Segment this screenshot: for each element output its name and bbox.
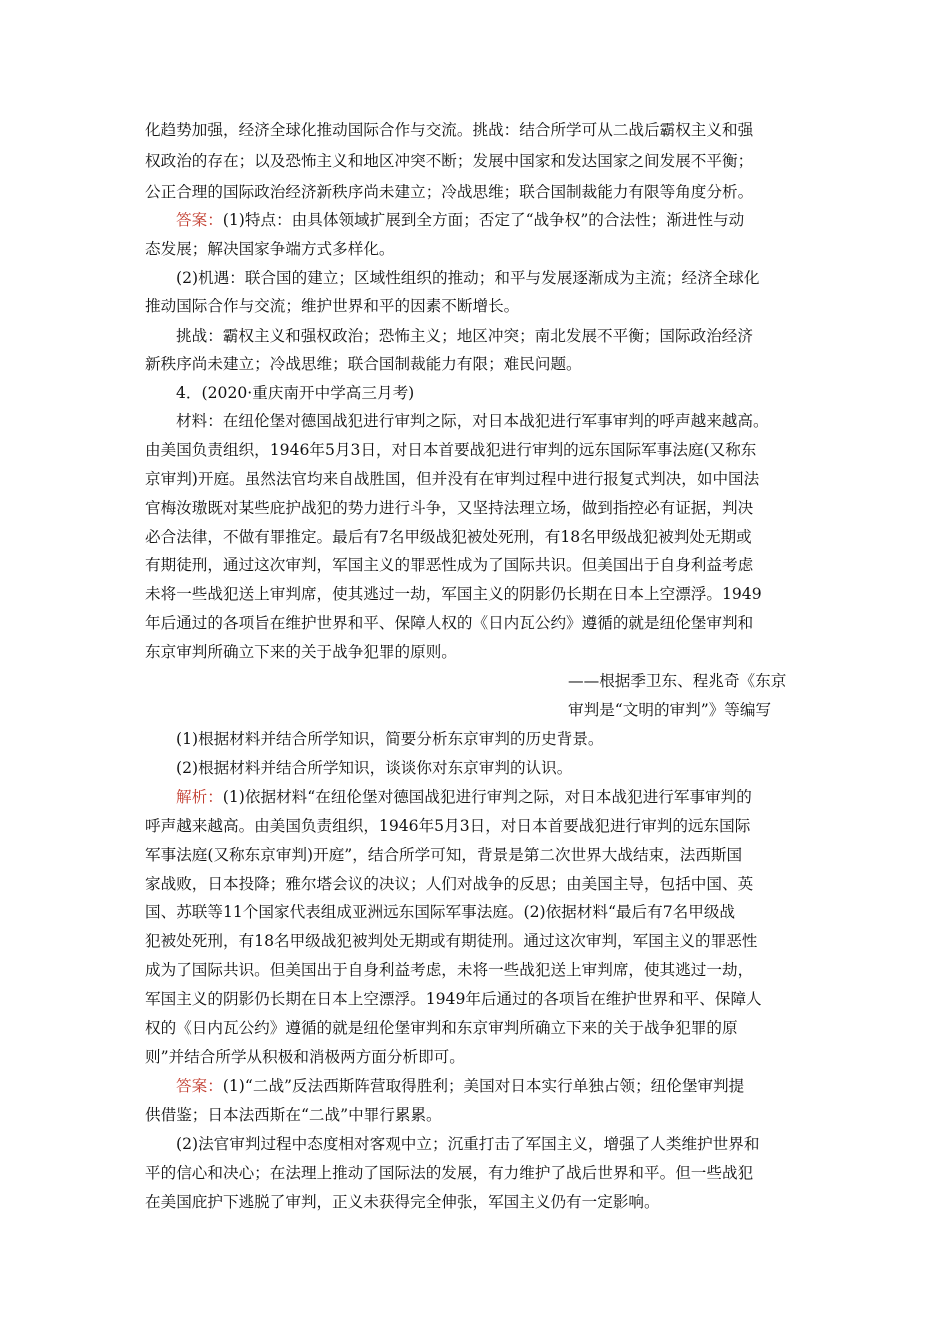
material-line: 由美国负责组织，1946年5月3日，对日本首要战犯进行审判的远东国际军事法庭(又称东: [145, 441, 757, 459]
analysis-line: 成为了国际共识。但美国出于自身利益考虑，未将一些战犯送上审判席，使其逃过一劫，: [145, 961, 754, 979]
answer-label: 答案：: [176, 211, 223, 229]
question-line: (1)根据材料并结合所学知识，简要分析东京审判的历史背景。: [176, 730, 604, 748]
material-line: 必合法律，不做有罪推定。最后有7名甲级战犯被处死刑，有18名甲级战犯被判处无期或: [145, 528, 752, 546]
question-line: (2)根据材料并结合所学知识，谈谈你对东京审判的认识。: [176, 759, 573, 777]
analysis-line: 家战败，日本投降；雅尔塔会议的决议；人们对战争的反思；由美国主导，包括中国、英: [145, 875, 754, 893]
material-line: 官梅汝璈既对某些庇护战犯的势力进行斗争，又坚持法理立场，做到指控必有证据，判决: [145, 499, 754, 517]
answer-line: 挑战：霸权主义和强权政治；恐怖主义；地区冲突；南北发展不平衡；国际政治经济: [176, 327, 753, 345]
analysis-line: 权的《日内瓦公约》遵循的就是纽伦堡审判和东京审判所确立下来的关于战争犯罪的原: [145, 1019, 738, 1037]
answer-line: 平的信心和决心；在法理上推动了国际法的发展，有力维护了战后世界和平。但一些战犯: [145, 1164, 754, 1182]
material-line: 东京审判所确立下来的关于战争犯罪的原则。: [145, 643, 457, 661]
analysis-line: 呼声越来越高。由美国负责组织，1946年5月3日，对日本首要战犯进行审判的远东国际: [145, 817, 751, 835]
answer-line: (2)机遇：联合国的建立；区域性组织的推动；和平与发展逐渐成为主流；经济全球化: [176, 269, 760, 287]
analysis-line: 军国主义的阴影仍长期在日本上空漂浮。1949年后通过的各项旨在维护世界和平、保障人: [145, 990, 762, 1008]
answer-line: [176, 210, 744, 230]
answer-line: 态发展；解决国家争端方式多样化。: [145, 240, 395, 258]
answer-line: (2)法官审判过程中态度相对客观中立；沉重打击了军国主义，增强了人类维护世界和: [176, 1135, 760, 1153]
answer-line: 推动国际合作与交流；维护世界和平的因素不断增长。: [145, 297, 520, 315]
question-header: 4．(2020·重庆南开中学高三月考): [176, 384, 415, 402]
material-line: 未将一些战犯送上审判席，使其逃过一劫，军国主义的阴影仍长期在日本上空漂浮。1949: [145, 585, 762, 603]
analysis-line: [176, 787, 752, 807]
text-line: 权政治的存在；以及恐怖主义和地区冲突不断；发展中国家和发达国家之间发展不平衡；: [145, 152, 754, 170]
material-line: 京审判)开庭。虽然法官均来自战胜国，但并没有在审判过程中进行报复式判决，如中国法: [145, 470, 760, 488]
analysis-label: 解析：: [176, 788, 223, 806]
material-line: 年后通过的各项旨在维护世界和平、保障人权的《日内瓦公约》遵循的就是纽伦堡审判和: [145, 614, 754, 632]
answer-text: (1)特点：由具体领域扩展到全方面；否定了“战争权”的合法性；渐进性与动: [222, 211, 745, 229]
answer-line: 在美国庇护下逃脱了审判，正义未获得完全伸张，军国主义仍有一定影响。: [145, 1193, 660, 1211]
answer-line: [176, 1076, 744, 1096]
source-line: ——根据季卫东、程兆奇《东京: [568, 672, 787, 690]
answer-label: 答案：: [176, 1077, 223, 1095]
analysis-text: (1)依据材料“在纽伦堡对德国战犯进行审判之际，对日本战犯进行军事审判的: [222, 788, 752, 806]
source-line: 审判是“文明的审判”》等编写: [568, 701, 772, 719]
analysis-line: 军事法庭(又称东京审判)开庭”，结合所学可知，背景是第二次世界大战结束，法西斯国: [145, 846, 743, 864]
text-line: 公正合理的国际政治经济新秩序尚未建立；冷战思维；联合国制裁能力有限等角度分析。: [145, 183, 754, 201]
answer-text: (1)“二战”反法西斯阵营取得胜利；美国对日本实行单独占领；纽伦堡审判提: [222, 1077, 745, 1095]
analysis-line: 犯被处死刑，有18名甲级战犯被判处无期或有期徒刑。通过这次审判，军国主义的罪恶性: [145, 932, 758, 950]
text-line: 化趋势加强，经济全球化推动国际合作与交流。挑战：结合所学可从二战后霸权主义和强: [145, 121, 754, 139]
analysis-line: 国、苏联等11个国家代表组成亚洲远东国际军事法庭。(2)依据材料“最后有7名甲级战: [145, 903, 736, 921]
answer-line: 供借鉴；日本法西斯在“二战”中罪行累累。: [145, 1106, 442, 1124]
material-line: 有期徒刑，通过这次审判，军国主义的罪恶性成为了国际共识。但美国出于自身利益考虑: [145, 556, 754, 574]
answer-line: 新秩序尚未建立；冷战思维；联合国制裁能力有限；难民问题。: [145, 355, 582, 373]
analysis-line: 则”并结合所学从积极和消极两方面分析即可。: [145, 1048, 465, 1066]
material-line: 材料：在纽伦堡对德国战犯进行审判之际，对日本战犯进行军事审判的呼声越来越高。: [176, 412, 769, 430]
